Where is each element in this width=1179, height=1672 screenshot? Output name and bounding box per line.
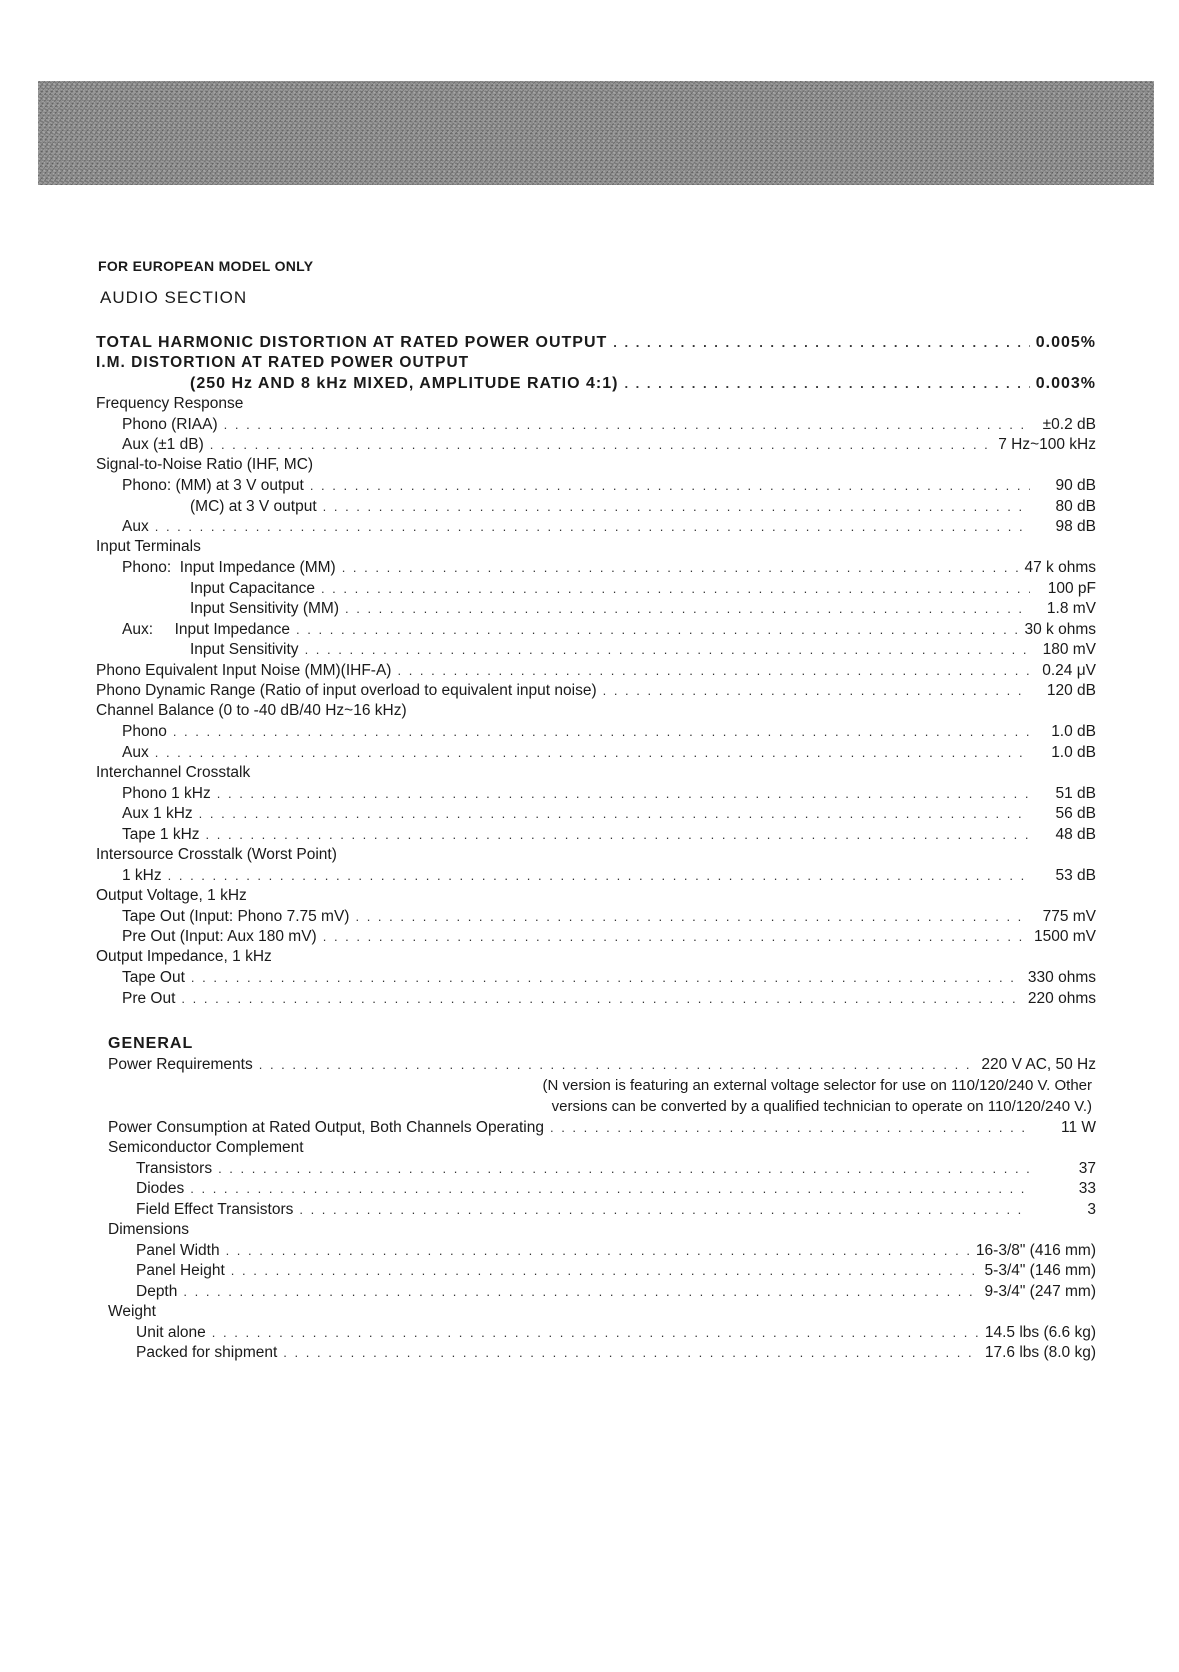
dot-leader xyxy=(603,681,1030,701)
sub-label: Phono: xyxy=(122,477,172,494)
spacer xyxy=(96,1009,1096,1035)
spec-label: Input Capacitance xyxy=(190,579,315,597)
spec-value: 98 dB xyxy=(1055,518,1096,535)
spec-value: 5-3/4" (146 mm) xyxy=(984,1262,1096,1279)
spec-sheet xyxy=(96,258,1096,1363)
dot-leader xyxy=(155,517,1030,537)
spec-row xyxy=(96,722,1096,743)
spec-row xyxy=(96,1117,1096,1138)
dot-leader xyxy=(206,825,1030,845)
spec-value: 100 pF xyxy=(1047,579,1096,597)
sub-label: Aux: xyxy=(122,620,154,638)
dot-leader xyxy=(259,1055,976,1075)
section-title-general: GENERAL xyxy=(108,1034,194,1052)
spec-value: 9-3/4" (247 mm) xyxy=(984,1282,1096,1300)
spec-label: Panel Width xyxy=(136,1241,220,1259)
spec-value: 220 ohms xyxy=(1027,989,1096,1007)
spec-label: Depth xyxy=(136,1282,178,1300)
spec-value: 1.0 dB xyxy=(1051,723,1096,740)
spec-header-out-impedance: Output Impedance, 1 kHz xyxy=(96,948,272,965)
spec-value: 14.5 lbs (6.6 kg) xyxy=(984,1323,1096,1341)
spec-header-semi: Semiconductor Complement xyxy=(108,1138,304,1156)
spec-value: ±0.2 dB xyxy=(1042,415,1096,433)
spec-header-out-voltage: Output Voltage, 1 kHz xyxy=(96,886,247,904)
spec-row xyxy=(96,988,1096,1009)
spec-value: 17.6 lbs (8.0 kg) xyxy=(984,1344,1096,1361)
spec-value: 47 k ohms xyxy=(1024,559,1096,576)
spec-row xyxy=(96,1322,1096,1343)
spec-value: 1500 mV xyxy=(1033,928,1096,945)
spec-row xyxy=(96,640,1096,661)
spec-row xyxy=(96,1158,1096,1179)
spec-row xyxy=(96,1261,1096,1282)
spec-value: 180 mV xyxy=(1042,641,1096,658)
spec-row xyxy=(96,927,1096,948)
dot-leader xyxy=(217,784,1030,804)
spec-label xyxy=(96,620,290,640)
dot-leader xyxy=(218,1159,1030,1179)
spec-header-weight: Weight xyxy=(108,1302,156,1320)
spec-header-freq: Frequency Response xyxy=(96,394,244,412)
spec-label: Aux (±1 dB) xyxy=(122,436,204,453)
dot-leader xyxy=(231,1261,979,1281)
spec-label: Tape Out (Input: Phono 7.75 mV) xyxy=(122,907,350,925)
dot-leader xyxy=(191,968,1022,988)
spec-value: 90 dB xyxy=(1055,477,1096,494)
section-title: AUDIO SECTION xyxy=(100,288,248,307)
spec-row xyxy=(96,1281,1096,1302)
dot-leader xyxy=(613,333,1029,353)
dot-leader xyxy=(183,1282,978,1302)
spec-row-thd xyxy=(96,332,1096,353)
dot-leader xyxy=(323,927,1028,947)
spec-label: 1 kHz xyxy=(122,866,162,884)
spec-row xyxy=(96,906,1096,927)
dot-leader xyxy=(190,1179,1030,1199)
spec-label: Input Sensitivity xyxy=(190,641,299,658)
spec-label: Aux xyxy=(122,743,149,761)
spec-row xyxy=(96,476,1096,497)
spec-label: Panel Height xyxy=(136,1262,225,1279)
spec-row xyxy=(96,865,1096,886)
spec-value: 1.0 dB xyxy=(1051,743,1096,761)
spec-label: (250 Hz AND 8 kHz MIXED, AMPLITUDE RATIO 4:1) xyxy=(190,374,619,392)
spec-row xyxy=(96,517,1096,538)
spec-label: Power Consumption at Rated Output, Both Channels Operating xyxy=(108,1118,544,1136)
spec-value: 0.005% xyxy=(1035,333,1096,351)
power-note-line-1: (N version is featuring an external voltage selector for use on 110/120/240 V. Other xyxy=(542,1077,1092,1094)
spec-header-im: I.M. DISTORTION AT RATED POWER OUTPUT xyxy=(96,353,470,371)
spec-row xyxy=(96,681,1096,702)
dot-leader xyxy=(224,415,1030,435)
spec-label: Aux xyxy=(122,518,149,535)
spec-row xyxy=(96,824,1096,845)
spec-label: Power Requirements xyxy=(108,1056,253,1073)
dot-leader xyxy=(212,1323,979,1343)
spec-value: 33 xyxy=(1078,1180,1096,1197)
sub-label: Input Impedance (MM) xyxy=(179,559,336,576)
spec-header-snr: Signal-to-Noise Ratio (IHF, MC) xyxy=(96,456,314,473)
power-note-line-2: versions can be converted by a qualified technician to operate on 110/120/240 V.) xyxy=(551,1098,1092,1115)
spec-row xyxy=(96,414,1096,435)
spec-row xyxy=(96,1240,1096,1261)
spec-label: Field Effect Transistors xyxy=(136,1200,294,1218)
spec-label: Aux 1 kHz xyxy=(122,805,193,822)
spec-value: 0.24 μV xyxy=(1042,661,1096,679)
spec-value: 330 ohms xyxy=(1027,969,1096,986)
spec-row xyxy=(96,1055,1096,1076)
spec-label: Phono (RIAA) xyxy=(122,415,218,433)
spec-row xyxy=(96,783,1096,804)
spec-value: 56 dB xyxy=(1055,805,1096,822)
spec-row xyxy=(96,558,1096,579)
spec-row xyxy=(96,496,1096,517)
dot-leader xyxy=(296,620,1018,640)
spec-value: 80 dB xyxy=(1055,497,1096,515)
dot-leader xyxy=(305,640,1030,660)
spec-label: Tape 1 kHz xyxy=(122,825,200,843)
dot-leader xyxy=(199,804,1030,824)
dot-leader xyxy=(226,1241,970,1261)
spec-row xyxy=(96,1343,1096,1364)
dot-leader xyxy=(342,558,1019,578)
spec-value: 30 k ohms xyxy=(1024,620,1096,638)
spec-label: Phono Equivalent Input Noise (MM)(IHF-A) xyxy=(96,661,392,679)
spec-row xyxy=(96,435,1096,456)
spec-value: 775 mV xyxy=(1042,907,1096,925)
dot-leader xyxy=(321,579,1030,599)
spec-label: Packed for shipment xyxy=(136,1344,278,1361)
spec-label: Input Sensitivity (MM) xyxy=(190,600,340,617)
spec-label: Phono 1 kHz xyxy=(122,784,211,802)
spec-value: 51 dB xyxy=(1055,784,1096,802)
spec-label: Tape Out xyxy=(122,969,185,986)
spec-value: 37 xyxy=(1078,1159,1096,1177)
dot-leader xyxy=(310,476,1030,496)
dot-leader xyxy=(345,599,1030,619)
sub-label: (MM) at 3 V output xyxy=(175,477,304,494)
spec-row xyxy=(96,599,1096,620)
spec-row xyxy=(96,1179,1096,1200)
spec-label: (MC) at 3 V output xyxy=(190,497,317,515)
dot-leader xyxy=(168,866,1030,886)
spec-value: 7 Hz~100 kHz xyxy=(998,436,1096,453)
spec-row xyxy=(96,742,1096,763)
region-label: FOR EUROPEAN MODEL ONLY xyxy=(98,258,314,274)
dot-leader xyxy=(355,907,1030,927)
spec-row xyxy=(96,660,1096,681)
spec-value: 3 xyxy=(1087,1200,1096,1218)
spec-row xyxy=(96,804,1096,825)
spec-label: Transistors xyxy=(136,1159,213,1177)
spec-label: Diodes xyxy=(136,1180,185,1197)
spec-header-dims: Dimensions xyxy=(108,1220,189,1238)
dot-leader xyxy=(624,374,1029,394)
spec-label xyxy=(96,558,336,578)
spec-row xyxy=(96,968,1096,989)
spec-row xyxy=(96,578,1096,599)
spec-value: 0.003% xyxy=(1035,374,1096,392)
spec-header-terminals: Input Terminals xyxy=(96,538,201,555)
spec-label: Unit alone xyxy=(136,1323,206,1341)
spec-value: 16-3/8" (416 mm) xyxy=(975,1241,1096,1259)
spec-label: Pre Out xyxy=(122,989,176,1007)
dot-leader xyxy=(155,743,1030,763)
spec-header-interchannel: Interchannel Crosstalk xyxy=(96,763,251,781)
header-banner xyxy=(38,81,1154,185)
dot-leader xyxy=(210,435,992,455)
spec-header-intersource: Intersource Crosstalk (Worst Point) xyxy=(96,845,337,863)
spec-value: 1.8 mV xyxy=(1046,600,1096,617)
spec-label: Phono Dynamic Range (Ratio of input overload to equivalent input noise) xyxy=(96,682,597,699)
spec-value: 11 W xyxy=(1060,1118,1096,1136)
spec-value: 220 V AC, 50 Hz xyxy=(981,1056,1096,1073)
spec-row xyxy=(96,619,1096,640)
spec-value: 120 dB xyxy=(1046,682,1096,699)
dot-leader xyxy=(299,1200,1030,1220)
spec-label: Pre Out (Input: Aux 180 mV) xyxy=(122,928,317,945)
dot-leader xyxy=(550,1118,1030,1138)
dot-leader xyxy=(173,722,1030,742)
spec-value: 48 dB xyxy=(1055,825,1096,843)
spec-header-balance: Channel Balance (0 to -40 dB/40 Hz~16 kHz) xyxy=(96,702,407,719)
spec-label: TOTAL HARMONIC DISTORTION AT RATED POWER OUTPUT xyxy=(96,333,608,351)
dot-leader xyxy=(397,661,1030,681)
dot-leader xyxy=(283,1343,979,1363)
dot-leader xyxy=(323,497,1030,517)
spec-value: 53 dB xyxy=(1055,866,1096,884)
spec-label: Phono xyxy=(122,723,167,740)
sub-label: Phono: xyxy=(122,559,172,576)
spec-row-im xyxy=(96,373,1096,394)
spec-row xyxy=(96,1199,1096,1220)
sub-label: Input Impedance xyxy=(174,620,291,638)
spec-label xyxy=(96,476,304,496)
dot-leader xyxy=(181,989,1022,1009)
